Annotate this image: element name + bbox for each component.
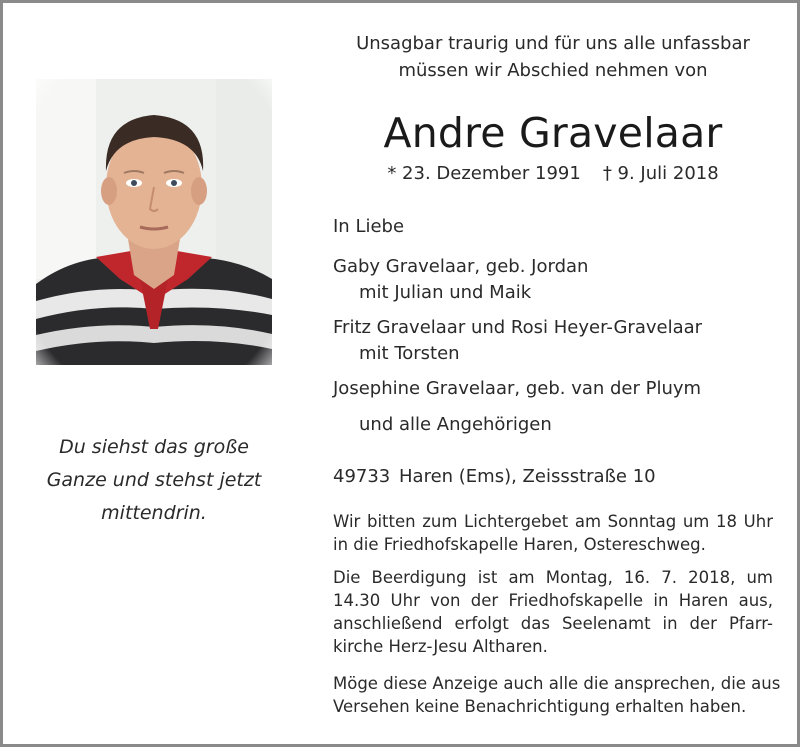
prayer-line: Wir bitten zum Lichtergebet am Sonntag um 18 Uhr bbox=[333, 512, 773, 531]
prayer-line: in die Friedhofskapelle Haren, Ostereschweg. bbox=[333, 535, 706, 554]
intro-line: Unsagbar traurig und für uns alle unfassbar bbox=[356, 33, 750, 54]
quote-line: Du siehst das große bbox=[59, 436, 249, 458]
deceased-name: Andre Gravelaar bbox=[383, 109, 723, 157]
quote-line: mittendrin. bbox=[101, 502, 207, 524]
funeral-line: kirche Herz-Jesu Altharen. bbox=[333, 637, 548, 656]
funeral-line: 14.30 Uhr von der Friedhofskapelle in Haren aus, bbox=[333, 591, 773, 610]
closing-line: Möge diese Anzeige auch alle die ansprechen, die aus bbox=[333, 674, 781, 693]
life-dates bbox=[333, 160, 773, 188]
intro-text bbox=[333, 30, 773, 84]
mourner-line: Fritz Gravelaar und Rosi Heyer-Gravelaar bbox=[333, 317, 703, 338]
funeral-line: Die Beerdigung ist am Montag, 16. 7. 2018, um bbox=[333, 568, 773, 587]
mourner-line: Gaby Gravelaar, geb. Jordan bbox=[333, 256, 589, 277]
funeral-info bbox=[333, 566, 773, 658]
in-love-label: In Liebe bbox=[333, 216, 405, 237]
mourner-line: mit Julian und Maik bbox=[359, 282, 532, 303]
death-date: † 9. Juli 2018 bbox=[602, 163, 719, 184]
birth-date: * 23. Dezember 1991 bbox=[387, 163, 581, 184]
closing-note bbox=[333, 672, 781, 718]
portrait-photo bbox=[36, 79, 272, 365]
mourner-line: Josephine Gravelaar, geb. van der Pluym bbox=[333, 378, 702, 399]
intro-line: müssen wir Abschied nehmen von bbox=[398, 60, 708, 81]
prayer-info bbox=[333, 510, 773, 556]
memorial-quote bbox=[31, 431, 277, 530]
family-address bbox=[333, 464, 656, 490]
mourner-line: und alle Angehörigen bbox=[359, 414, 552, 435]
funeral-line: anschließend erfolgt das Seelenamt in der Pfarr- bbox=[333, 614, 773, 633]
quote-line: Ganze und stehst jetzt bbox=[46, 469, 262, 491]
address-zip: 49733 bbox=[333, 466, 391, 487]
address-street: Haren (Ems), Zeissstraße 10 bbox=[399, 466, 656, 487]
mourner-line: mit Torsten bbox=[359, 343, 460, 364]
closing-line: Versehen keine Benachrichtigung erhalten haben. bbox=[333, 697, 747, 716]
